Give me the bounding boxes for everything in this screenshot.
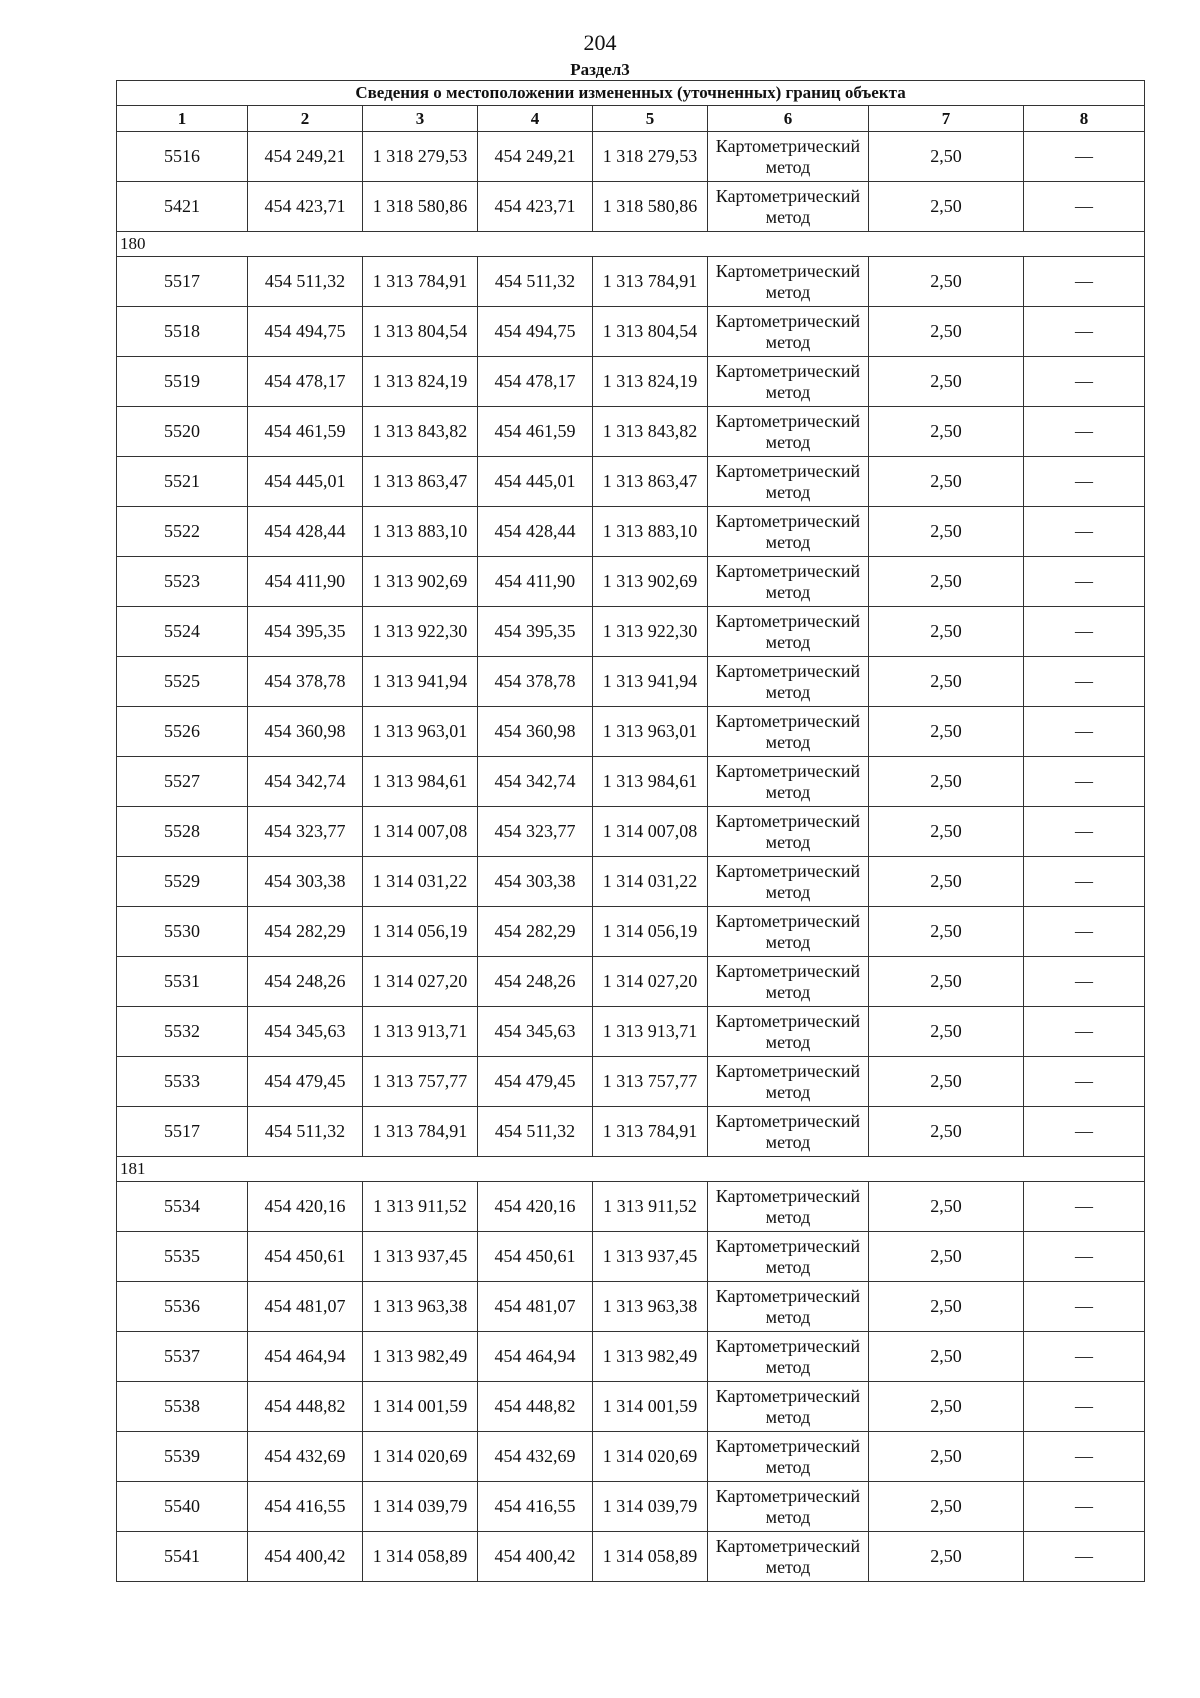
cell-c1: 5534	[117, 1182, 248, 1232]
column-header: 8	[1024, 106, 1145, 132]
cell-c2: 454 411,90	[248, 557, 363, 607]
cell-c2: 454 416,55	[248, 1482, 363, 1532]
cell-c4: 454 323,77	[478, 807, 593, 857]
cell-c1: 5521	[117, 457, 248, 507]
cell-c3: 1 314 058,89	[363, 1532, 478, 1582]
cell-c8: —	[1024, 1332, 1145, 1382]
cell-c7: 2,50	[869, 1382, 1024, 1432]
cell-c5: 1 313 922,30	[593, 607, 708, 657]
cell-c4: 454 395,35	[478, 607, 593, 657]
cell-c2: 454 511,32	[248, 1107, 363, 1157]
cell-c3: 1 313 982,49	[363, 1332, 478, 1382]
cell-c8: —	[1024, 557, 1145, 607]
cell-c3: 1 318 580,86	[363, 182, 478, 232]
cell-c8: —	[1024, 607, 1145, 657]
table-row	[117, 407, 1145, 457]
cell-c6: Картометрический метод	[708, 757, 869, 807]
cell-c3: 1 313 784,91	[363, 257, 478, 307]
cell-c8: —	[1024, 182, 1145, 232]
cell-c2: 454 420,16	[248, 1182, 363, 1232]
cell-c3: 1 314 020,69	[363, 1432, 478, 1482]
table-title: Сведения о местоположении измененных (уточненных) границ объекта	[117, 81, 1145, 106]
table-row	[117, 1057, 1145, 1107]
cell-c3: 1 314 056,19	[363, 907, 478, 957]
cell-c7: 2,50	[869, 457, 1024, 507]
table-row	[117, 1532, 1145, 1582]
table-row	[117, 1232, 1145, 1282]
cell-c7: 2,50	[869, 182, 1024, 232]
cell-c5: 1 314 039,79	[593, 1482, 708, 1532]
cell-c6: Картометрический метод	[708, 307, 869, 357]
cell-c1: 5524	[117, 607, 248, 657]
cell-c3: 1 313 843,82	[363, 407, 478, 457]
cell-c5: 1 313 784,91	[593, 1107, 708, 1157]
cell-c3: 1 313 902,69	[363, 557, 478, 607]
cell-c2: 454 448,82	[248, 1382, 363, 1432]
cell-c8: —	[1024, 1107, 1145, 1157]
cell-c4: 454 303,38	[478, 857, 593, 907]
cell-c2: 454 494,75	[248, 307, 363, 357]
cell-c8: —	[1024, 1232, 1145, 1282]
cell-c2: 454 432,69	[248, 1432, 363, 1482]
cell-c3: 1 313 911,52	[363, 1182, 478, 1232]
cell-c3: 1 313 883,10	[363, 507, 478, 557]
cell-c2: 454 282,29	[248, 907, 363, 957]
cell-c8: —	[1024, 1532, 1145, 1582]
table-row	[117, 1432, 1145, 1482]
cell-c4: 454 511,32	[478, 257, 593, 307]
cell-c5: 1 318 580,86	[593, 182, 708, 232]
table-row	[117, 1482, 1145, 1532]
cell-c5: 1 313 911,52	[593, 1182, 708, 1232]
cell-c8: —	[1024, 657, 1145, 707]
cell-c4: 454 461,59	[478, 407, 593, 457]
column-header: 1	[117, 106, 248, 132]
cell-c3: 1 313 963,38	[363, 1282, 478, 1332]
cell-c3: 1 318 279,53	[363, 132, 478, 182]
cell-c5: 1 313 963,38	[593, 1282, 708, 1332]
cell-c3: 1 313 824,19	[363, 357, 478, 407]
cell-c4: 454 494,75	[478, 307, 593, 357]
cell-c6: Картометрический метод	[708, 1232, 869, 1282]
table-row	[117, 1332, 1145, 1382]
cell-c1: 5518	[117, 307, 248, 357]
cell-c2: 454 461,59	[248, 407, 363, 457]
cell-c4: 454 342,74	[478, 757, 593, 807]
cell-c6: Картометрический метод	[708, 507, 869, 557]
cell-c6: Картометрический метод	[708, 1007, 869, 1057]
cell-c8: —	[1024, 1282, 1145, 1332]
cell-c3: 1 313 984,61	[363, 757, 478, 807]
cell-c5: 1 314 020,69	[593, 1432, 708, 1482]
cell-c2: 454 378,78	[248, 657, 363, 707]
cell-c6: Картометрический метод	[708, 557, 869, 607]
cell-c7: 2,50	[869, 857, 1024, 907]
cell-c6: Картометрический метод	[708, 907, 869, 957]
cell-c4: 454 378,78	[478, 657, 593, 707]
section-title: Раздел3	[570, 60, 630, 79]
cell-c8: —	[1024, 357, 1145, 407]
cell-c5: 1 313 784,91	[593, 257, 708, 307]
cell-c6: Картометрический метод	[708, 807, 869, 857]
cell-c8: —	[1024, 1182, 1145, 1232]
table-row	[117, 657, 1145, 707]
cell-c2: 454 428,44	[248, 507, 363, 557]
cell-c1: 5533	[117, 1057, 248, 1107]
cell-c5: 1 313 757,77	[593, 1057, 708, 1107]
cell-c6: Картометрический метод	[708, 857, 869, 907]
cell-c1: 5531	[117, 957, 248, 1007]
cell-c4: 454 423,71	[478, 182, 593, 232]
cell-c8: —	[1024, 457, 1145, 507]
cell-c3: 1 314 039,79	[363, 1482, 478, 1532]
cell-c7: 2,50	[869, 357, 1024, 407]
cell-c1: 5535	[117, 1232, 248, 1282]
cell-c5: 1 314 027,20	[593, 957, 708, 1007]
cell-c5: 1 313 883,10	[593, 507, 708, 557]
cell-c2: 454 248,26	[248, 957, 363, 1007]
cell-c1: 5520	[117, 407, 248, 457]
cell-c4: 454 481,07	[478, 1282, 593, 1332]
cell-c2: 454 400,42	[248, 1532, 363, 1582]
cell-c7: 2,50	[869, 1332, 1024, 1382]
cell-c7: 2,50	[869, 707, 1024, 757]
table-row	[117, 182, 1145, 232]
cell-c6: Картометрический метод	[708, 1107, 869, 1157]
group-label: 181	[117, 1157, 1145, 1182]
cell-c3: 1 313 913,71	[363, 1007, 478, 1057]
cell-c1: 5536	[117, 1282, 248, 1332]
cell-c2: 454 342,74	[248, 757, 363, 807]
cell-c7: 2,50	[869, 132, 1024, 182]
cell-c8: —	[1024, 757, 1145, 807]
cell-c8: —	[1024, 707, 1145, 757]
group-row	[117, 232, 1145, 257]
cell-c7: 2,50	[869, 607, 1024, 657]
cell-c5: 1 313 902,69	[593, 557, 708, 607]
cell-c1: 5530	[117, 907, 248, 957]
cell-c8: —	[1024, 407, 1145, 457]
cell-c8: —	[1024, 907, 1145, 957]
cell-c2: 454 323,77	[248, 807, 363, 857]
cell-c6: Картометрический метод	[708, 1432, 869, 1482]
cell-c8: —	[1024, 257, 1145, 307]
cell-c5: 1 313 824,19	[593, 357, 708, 407]
cell-c6: Картометрический метод	[708, 1532, 869, 1582]
column-header: 7	[869, 106, 1024, 132]
cell-c1: 5517	[117, 257, 248, 307]
cell-c6: Картометрический метод	[708, 257, 869, 307]
cell-c3: 1 313 963,01	[363, 707, 478, 757]
cell-c3: 1 313 784,91	[363, 1107, 478, 1157]
cell-c7: 2,50	[869, 407, 1024, 457]
cell-c7: 2,50	[869, 1107, 1024, 1157]
cell-c1: 5527	[117, 757, 248, 807]
group-row	[117, 1157, 1145, 1182]
cell-c1: 5517	[117, 1107, 248, 1157]
cell-c1: 5538	[117, 1382, 248, 1432]
cell-c7: 2,50	[869, 907, 1024, 957]
cell-c5: 1 313 941,94	[593, 657, 708, 707]
cell-c2: 454 511,32	[248, 257, 363, 307]
cell-c4: 454 445,01	[478, 457, 593, 507]
cell-c4: 454 479,45	[478, 1057, 593, 1107]
table-row	[117, 257, 1145, 307]
table-row	[117, 607, 1145, 657]
cell-c4: 454 345,63	[478, 1007, 593, 1057]
cell-c5: 1 314 001,59	[593, 1382, 708, 1432]
cell-c2: 454 423,71	[248, 182, 363, 232]
cell-c7: 2,50	[869, 1182, 1024, 1232]
cell-c7: 2,50	[869, 1282, 1024, 1332]
cell-c8: —	[1024, 1007, 1145, 1057]
table-body	[117, 132, 1145, 1582]
cell-c7: 2,50	[869, 257, 1024, 307]
cell-c4: 454 428,44	[478, 507, 593, 557]
cell-c3: 1 314 001,59	[363, 1382, 478, 1432]
cell-c6: Картометрический метод	[708, 457, 869, 507]
cell-c6: Картометрический метод	[708, 357, 869, 407]
table-row	[117, 1182, 1145, 1232]
cell-c6: Картометрический метод	[708, 1382, 869, 1432]
cell-c5: 1 314 007,08	[593, 807, 708, 857]
cell-c1: 5525	[117, 657, 248, 707]
cell-c7: 2,50	[869, 1232, 1024, 1282]
cell-c1: 5421	[117, 182, 248, 232]
cell-c2: 454 445,01	[248, 457, 363, 507]
cell-c3: 1 313 937,45	[363, 1232, 478, 1282]
cell-c2: 454 345,63	[248, 1007, 363, 1057]
cell-c6: Картометрический метод	[708, 1182, 869, 1232]
cell-c2: 454 479,45	[248, 1057, 363, 1107]
table-row	[117, 357, 1145, 407]
column-header-row	[117, 106, 1145, 132]
cell-c2: 454 249,21	[248, 132, 363, 182]
cell-c1: 5537	[117, 1332, 248, 1382]
table-row	[117, 1007, 1145, 1057]
cell-c6: Картометрический метод	[708, 132, 869, 182]
cell-c2: 454 395,35	[248, 607, 363, 657]
cell-c6: Картометрический метод	[708, 707, 869, 757]
cell-c4: 454 282,29	[478, 907, 593, 957]
table-row	[117, 857, 1145, 907]
cell-c1: 5522	[117, 507, 248, 557]
cell-c2: 454 478,17	[248, 357, 363, 407]
cell-c6: Картометрический метод	[708, 607, 869, 657]
cell-c8: —	[1024, 507, 1145, 557]
cell-c1: 5526	[117, 707, 248, 757]
cell-c7: 2,50	[869, 1057, 1024, 1107]
column-header: 2	[248, 106, 363, 132]
table-row	[117, 1382, 1145, 1432]
cell-c8: —	[1024, 1382, 1145, 1432]
column-header: 5	[593, 106, 708, 132]
column-header: 3	[363, 106, 478, 132]
cell-c8: —	[1024, 857, 1145, 907]
cell-c5: 1 313 804,54	[593, 307, 708, 357]
cell-c4: 454 464,94	[478, 1332, 593, 1382]
cell-c6: Картометрический метод	[708, 1057, 869, 1107]
cell-c1: 5532	[117, 1007, 248, 1057]
cell-c5: 1 313 937,45	[593, 1232, 708, 1282]
cell-c4: 454 478,17	[478, 357, 593, 407]
table-row	[117, 807, 1145, 857]
cell-c7: 2,50	[869, 757, 1024, 807]
cell-c5: 1 313 843,82	[593, 407, 708, 457]
cell-c6: Картометрический метод	[708, 657, 869, 707]
cell-c3: 1 313 922,30	[363, 607, 478, 657]
table-row	[117, 757, 1145, 807]
table-row	[117, 307, 1145, 357]
table-row	[117, 707, 1145, 757]
page-number: 204	[583, 30, 617, 55]
cell-c4: 454 248,26	[478, 957, 593, 1007]
cell-c7: 2,50	[869, 807, 1024, 857]
cell-c1: 5541	[117, 1532, 248, 1582]
cell-c8: —	[1024, 1432, 1145, 1482]
cell-c5: 1 318 279,53	[593, 132, 708, 182]
cell-c4: 454 416,55	[478, 1482, 593, 1532]
table-row	[117, 457, 1145, 507]
cell-c8: —	[1024, 807, 1145, 857]
table-row	[117, 1107, 1145, 1157]
cell-c2: 454 303,38	[248, 857, 363, 907]
cell-c1: 5529	[117, 857, 248, 907]
cell-c7: 2,50	[869, 657, 1024, 707]
table-row	[117, 132, 1145, 182]
column-header: 4	[478, 106, 593, 132]
cell-c1: 5523	[117, 557, 248, 607]
cell-c2: 454 464,94	[248, 1332, 363, 1382]
cell-c4: 454 420,16	[478, 1182, 593, 1232]
cell-c7: 2,50	[869, 307, 1024, 357]
cell-c5: 1 314 058,89	[593, 1532, 708, 1582]
cell-c5: 1 313 863,47	[593, 457, 708, 507]
cell-c5: 1 313 913,71	[593, 1007, 708, 1057]
cell-c2: 454 360,98	[248, 707, 363, 757]
cell-c3: 1 314 027,20	[363, 957, 478, 1007]
cell-c3: 1 314 031,22	[363, 857, 478, 907]
cell-c6: Картометрический метод	[708, 1332, 869, 1382]
cell-c2: 454 450,61	[248, 1232, 363, 1282]
cell-c6: Картометрический метод	[708, 182, 869, 232]
cell-c7: 2,50	[869, 957, 1024, 1007]
cell-c5: 1 314 056,19	[593, 907, 708, 957]
cell-c4: 454 432,69	[478, 1432, 593, 1482]
cell-c7: 2,50	[869, 1432, 1024, 1482]
cell-c6: Картометрический метод	[708, 407, 869, 457]
cell-c5: 1 313 963,01	[593, 707, 708, 757]
cell-c1: 5540	[117, 1482, 248, 1532]
cell-c3: 1 313 757,77	[363, 1057, 478, 1107]
table-row	[117, 557, 1145, 607]
cell-c6: Картометрический метод	[708, 957, 869, 1007]
cell-c4: 454 360,98	[478, 707, 593, 757]
cell-c1: 5539	[117, 1432, 248, 1482]
cell-c4: 454 511,32	[478, 1107, 593, 1157]
cell-c5: 1 314 031,22	[593, 857, 708, 907]
cell-c3: 1 313 863,47	[363, 457, 478, 507]
cell-c6: Картометрический метод	[708, 1282, 869, 1332]
cell-c4: 454 448,82	[478, 1382, 593, 1432]
cell-c8: —	[1024, 132, 1145, 182]
column-header: 6	[708, 106, 869, 132]
cell-c8: —	[1024, 307, 1145, 357]
cell-c3: 1 314 007,08	[363, 807, 478, 857]
boundary-coordinates-table	[116, 80, 1145, 1582]
cell-c7: 2,50	[869, 557, 1024, 607]
cell-c3: 1 313 804,54	[363, 307, 478, 357]
cell-c1: 5528	[117, 807, 248, 857]
cell-c4: 454 249,21	[478, 132, 593, 182]
cell-c4: 454 400,42	[478, 1532, 593, 1582]
cell-c6: Картометрический метод	[708, 1482, 869, 1532]
table-row	[117, 507, 1145, 557]
cell-c5: 1 313 982,49	[593, 1332, 708, 1382]
cell-c7: 2,50	[869, 507, 1024, 557]
cell-c1: 5519	[117, 357, 248, 407]
cell-c4: 454 411,90	[478, 557, 593, 607]
cell-c8: —	[1024, 1057, 1145, 1107]
cell-c8: —	[1024, 1482, 1145, 1532]
cell-c7: 2,50	[869, 1007, 1024, 1057]
cell-c7: 2,50	[869, 1482, 1024, 1532]
cell-c2: 454 481,07	[248, 1282, 363, 1332]
cell-c7: 2,50	[869, 1532, 1024, 1582]
cell-c3: 1 313 941,94	[363, 657, 478, 707]
group-label: 180	[117, 232, 1145, 257]
cell-c1: 5516	[117, 132, 248, 182]
table-row	[117, 957, 1145, 1007]
table-row	[117, 907, 1145, 957]
cell-c8: —	[1024, 957, 1145, 1007]
cell-c5: 1 313 984,61	[593, 757, 708, 807]
cell-c4: 454 450,61	[478, 1232, 593, 1282]
table-row	[117, 1282, 1145, 1332]
